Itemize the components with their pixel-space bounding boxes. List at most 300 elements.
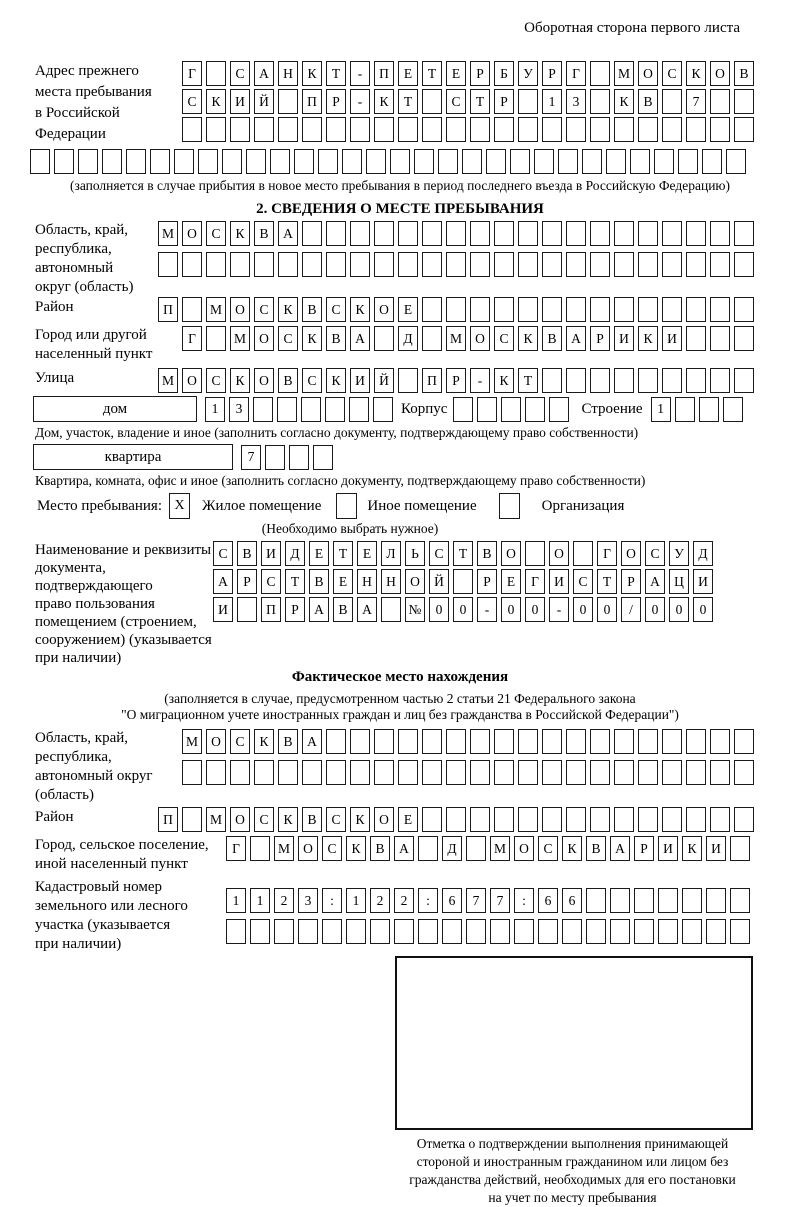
char-cell[interactable]: П (158, 807, 178, 832)
char-cell[interactable] (614, 297, 634, 322)
char-cell[interactable] (610, 888, 630, 913)
char-cell[interactable] (710, 297, 730, 322)
char-cell[interactable]: У (669, 541, 689, 566)
char-cell[interactable]: М (490, 836, 510, 861)
char-cell[interactable]: Д (398, 326, 418, 351)
char-cell[interactable]: А (610, 836, 630, 861)
char-cell[interactable] (374, 221, 394, 246)
char-cell[interactable]: И (350, 368, 370, 393)
char-cell[interactable]: К (326, 368, 346, 393)
char-cell[interactable] (182, 760, 202, 785)
char-cell[interactable] (658, 919, 678, 944)
char-cell[interactable]: К (278, 807, 298, 832)
char-cell[interactable]: К (614, 89, 634, 114)
char-cell[interactable] (237, 597, 257, 622)
char-cell[interactable] (302, 221, 322, 246)
char-cell[interactable] (542, 760, 562, 785)
char-cell[interactable] (302, 117, 322, 142)
char-cell[interactable] (158, 252, 178, 277)
char-cell[interactable] (634, 888, 654, 913)
char-cell[interactable] (278, 252, 298, 277)
char-cell[interactable] (734, 760, 754, 785)
char-cell[interactable]: С (429, 541, 449, 566)
char-cell[interactable]: 1 (226, 888, 246, 913)
char-cell[interactable] (394, 919, 414, 944)
char-cell[interactable]: 0 (693, 597, 713, 622)
char-cell[interactable] (525, 397, 545, 422)
char-cell[interactable] (586, 919, 606, 944)
char-cell[interactable] (342, 149, 362, 174)
char-cell[interactable] (686, 807, 706, 832)
char-cell[interactable]: Р (477, 569, 497, 594)
char-cell[interactable] (525, 541, 545, 566)
char-cell[interactable] (422, 297, 442, 322)
char-cell[interactable]: 1 (542, 89, 562, 114)
char-cell[interactable] (494, 807, 514, 832)
char-cell[interactable] (710, 326, 730, 351)
char-cell[interactable]: О (638, 61, 658, 86)
char-cell[interactable]: Е (398, 61, 418, 86)
char-cell[interactable]: С (322, 836, 342, 861)
char-cell[interactable]: В (638, 89, 658, 114)
char-cell[interactable] (566, 729, 586, 754)
organization-checkbox[interactable] (499, 493, 520, 519)
char-cell[interactable]: Р (634, 836, 654, 861)
char-cell[interactable] (326, 760, 346, 785)
char-cell[interactable]: Ц (669, 569, 689, 594)
char-cell[interactable]: К (206, 89, 226, 114)
char-cell[interactable] (686, 297, 706, 322)
char-cell[interactable] (675, 397, 695, 422)
char-cell[interactable] (278, 89, 298, 114)
char-cell[interactable] (302, 760, 322, 785)
char-cell[interactable]: К (254, 729, 274, 754)
char-cell[interactable] (654, 149, 674, 174)
char-cell[interactable]: П (261, 597, 281, 622)
char-cell[interactable] (381, 597, 401, 622)
char-cell[interactable] (470, 729, 490, 754)
char-cell[interactable] (710, 252, 730, 277)
char-cell[interactable]: О (374, 297, 394, 322)
char-cell[interactable]: Р (470, 61, 490, 86)
char-cell[interactable]: 7 (490, 888, 510, 913)
char-cell[interactable] (326, 252, 346, 277)
char-cell[interactable] (222, 149, 242, 174)
char-cell[interactable]: С (538, 836, 558, 861)
char-cell[interactable]: И (706, 836, 726, 861)
char-cell[interactable] (686, 368, 706, 393)
char-cell[interactable] (206, 117, 226, 142)
char-cell[interactable] (558, 149, 578, 174)
char-cell[interactable]: К (374, 89, 394, 114)
char-cell[interactable]: А (350, 326, 370, 351)
char-cell[interactable]: В (278, 368, 298, 393)
char-cell[interactable] (418, 836, 438, 861)
char-cell[interactable] (734, 221, 754, 246)
char-cell[interactable]: С (254, 807, 274, 832)
char-cell[interactable]: М (158, 221, 178, 246)
char-cell[interactable]: Т (285, 569, 305, 594)
char-cell[interactable] (326, 729, 346, 754)
char-cell[interactable] (662, 117, 682, 142)
char-cell[interactable] (206, 760, 226, 785)
char-cell[interactable] (466, 919, 486, 944)
char-cell[interactable]: Р (590, 326, 610, 351)
char-cell[interactable]: О (549, 541, 569, 566)
char-cell[interactable] (710, 89, 730, 114)
char-cell[interactable]: 7 (466, 888, 486, 913)
char-cell[interactable]: Н (357, 569, 377, 594)
char-cell[interactable]: Р (326, 89, 346, 114)
char-cell[interactable]: С (213, 541, 233, 566)
char-cell[interactable]: С (230, 729, 250, 754)
char-cell[interactable] (226, 919, 246, 944)
char-cell[interactable] (350, 252, 370, 277)
char-cell[interactable]: О (374, 807, 394, 832)
char-cell[interactable]: У (518, 61, 538, 86)
char-cell[interactable] (542, 368, 562, 393)
char-cell[interactable]: К (682, 836, 702, 861)
char-cell[interactable] (446, 760, 466, 785)
char-cell[interactable]: В (309, 569, 329, 594)
char-cell[interactable] (486, 149, 506, 174)
residential-checkbox[interactable]: X (169, 493, 190, 519)
char-cell[interactable] (254, 760, 274, 785)
char-cell[interactable]: О (182, 221, 202, 246)
char-cell[interactable] (230, 117, 250, 142)
char-cell[interactable]: 3 (566, 89, 586, 114)
char-cell[interactable] (298, 919, 318, 944)
char-cell[interactable]: А (213, 569, 233, 594)
char-cell[interactable]: О (405, 569, 425, 594)
char-cell[interactable] (206, 252, 226, 277)
char-cell[interactable]: В (302, 807, 322, 832)
char-cell[interactable]: Н (381, 569, 401, 594)
char-cell[interactable] (277, 397, 297, 422)
char-cell[interactable] (182, 807, 202, 832)
char-cell[interactable] (590, 297, 610, 322)
char-cell[interactable]: Г (226, 836, 246, 861)
char-cell[interactable] (366, 149, 386, 174)
char-cell[interactable] (470, 117, 490, 142)
char-cell[interactable]: 2 (370, 888, 390, 913)
char-cell[interactable] (518, 760, 538, 785)
char-cell[interactable] (398, 729, 418, 754)
char-cell[interactable] (250, 836, 270, 861)
char-cell[interactable]: О (230, 807, 250, 832)
char-cell[interactable] (294, 149, 314, 174)
char-cell[interactable]: Й (374, 368, 394, 393)
char-cell[interactable] (206, 61, 226, 86)
char-cell[interactable]: Й (429, 569, 449, 594)
char-cell[interactable] (682, 888, 702, 913)
char-cell[interactable] (518, 297, 538, 322)
char-cell[interactable] (462, 149, 482, 174)
char-cell[interactable]: : (322, 888, 342, 913)
char-cell[interactable] (490, 919, 510, 944)
char-cell[interactable]: Р (285, 597, 305, 622)
char-cell[interactable] (350, 221, 370, 246)
char-cell[interactable]: К (302, 61, 322, 86)
char-cell[interactable] (182, 117, 202, 142)
char-cell[interactable]: К (230, 221, 250, 246)
char-cell[interactable]: С (662, 61, 682, 86)
char-cell[interactable]: О (230, 297, 250, 322)
char-cell[interactable] (686, 326, 706, 351)
char-cell[interactable]: Т (333, 541, 353, 566)
char-cell[interactable]: - (477, 597, 497, 622)
char-cell[interactable] (470, 221, 490, 246)
char-cell[interactable]: М (446, 326, 466, 351)
char-cell[interactable] (230, 760, 250, 785)
char-cell[interactable] (422, 760, 442, 785)
char-cell[interactable] (414, 149, 434, 174)
char-cell[interactable] (254, 252, 274, 277)
char-cell[interactable]: О (514, 836, 534, 861)
char-cell[interactable]: 7 (241, 445, 261, 470)
char-cell[interactable] (446, 221, 466, 246)
char-cell[interactable] (638, 368, 658, 393)
char-cell[interactable] (326, 117, 346, 142)
char-cell[interactable] (302, 252, 322, 277)
char-cell[interactable]: О (182, 368, 202, 393)
char-cell[interactable] (206, 326, 226, 351)
char-cell[interactable] (253, 397, 273, 422)
char-cell[interactable] (322, 919, 342, 944)
char-cell[interactable] (590, 221, 610, 246)
char-cell[interactable] (518, 252, 538, 277)
char-cell[interactable]: Д (285, 541, 305, 566)
char-cell[interactable] (734, 326, 754, 351)
char-cell[interactable] (438, 149, 458, 174)
char-cell[interactable] (726, 149, 746, 174)
char-cell[interactable]: - (549, 597, 569, 622)
char-cell[interactable]: Т (470, 89, 490, 114)
char-cell[interactable] (422, 729, 442, 754)
char-cell[interactable] (638, 221, 658, 246)
char-cell[interactable] (590, 61, 610, 86)
char-cell[interactable]: Т (597, 569, 617, 594)
char-cell[interactable]: К (562, 836, 582, 861)
char-cell[interactable] (566, 807, 586, 832)
char-cell[interactable]: Г (182, 326, 202, 351)
char-cell[interactable]: С (494, 326, 514, 351)
char-cell[interactable]: Е (398, 297, 418, 322)
char-cell[interactable] (422, 89, 442, 114)
char-cell[interactable] (662, 221, 682, 246)
char-cell[interactable] (686, 729, 706, 754)
char-cell[interactable] (734, 729, 754, 754)
char-cell[interactable] (542, 297, 562, 322)
char-cell[interactable]: - (470, 368, 490, 393)
char-cell[interactable] (494, 252, 514, 277)
char-cell[interactable]: В (542, 326, 562, 351)
char-cell[interactable] (265, 445, 285, 470)
char-cell[interactable]: В (278, 729, 298, 754)
char-cell[interactable]: И (213, 597, 233, 622)
char-cell[interactable]: Д (442, 836, 462, 861)
char-cell[interactable]: А (357, 597, 377, 622)
char-cell[interactable]: Б (494, 61, 514, 86)
char-cell[interactable] (390, 149, 410, 174)
char-cell[interactable] (614, 117, 634, 142)
char-cell[interactable]: И (549, 569, 569, 594)
char-cell[interactable]: 1 (205, 397, 225, 422)
char-cell[interactable] (254, 117, 274, 142)
char-cell[interactable] (350, 117, 370, 142)
char-cell[interactable] (542, 729, 562, 754)
char-cell[interactable] (182, 252, 202, 277)
char-cell[interactable] (274, 919, 294, 944)
char-cell[interactable] (662, 807, 682, 832)
char-cell[interactable] (710, 729, 730, 754)
char-cell[interactable] (313, 445, 333, 470)
char-cell[interactable]: О (621, 541, 641, 566)
char-cell[interactable] (562, 919, 582, 944)
char-cell[interactable]: Т (326, 61, 346, 86)
char-cell[interactable]: С (254, 297, 274, 322)
char-cell[interactable] (566, 760, 586, 785)
char-cell[interactable] (518, 729, 538, 754)
char-cell[interactable] (614, 760, 634, 785)
char-cell[interactable] (446, 117, 466, 142)
char-cell[interactable] (590, 89, 610, 114)
char-cell[interactable]: 3 (229, 397, 249, 422)
char-cell[interactable] (582, 149, 602, 174)
char-cell[interactable] (678, 149, 698, 174)
char-cell[interactable] (686, 117, 706, 142)
char-cell[interactable] (470, 252, 490, 277)
char-cell[interactable] (614, 729, 634, 754)
char-cell[interactable] (614, 807, 634, 832)
char-cell[interactable]: И (614, 326, 634, 351)
char-cell[interactable] (453, 569, 473, 594)
char-cell[interactable] (289, 445, 309, 470)
char-cell[interactable]: В (333, 597, 353, 622)
char-cell[interactable]: 0 (501, 597, 521, 622)
char-cell[interactable]: Р (542, 61, 562, 86)
char-cell[interactable] (78, 149, 98, 174)
char-cell[interactable] (638, 252, 658, 277)
char-cell[interactable]: К (638, 326, 658, 351)
char-cell[interactable] (638, 729, 658, 754)
char-cell[interactable]: О (501, 541, 521, 566)
char-cell[interactable] (250, 919, 270, 944)
char-cell[interactable] (398, 117, 418, 142)
char-cell[interactable] (350, 729, 370, 754)
char-cell[interactable] (730, 888, 750, 913)
char-cell[interactable] (470, 760, 490, 785)
char-cell[interactable] (734, 89, 754, 114)
char-cell[interactable]: - (350, 61, 370, 86)
char-cell[interactable]: Т (518, 368, 538, 393)
char-cell[interactable] (518, 807, 538, 832)
char-cell[interactable]: И (662, 326, 682, 351)
char-cell[interactable] (542, 807, 562, 832)
char-cell[interactable]: К (494, 368, 514, 393)
char-cell[interactable] (723, 397, 743, 422)
char-cell[interactable]: С (206, 221, 226, 246)
char-cell[interactable] (566, 297, 586, 322)
char-cell[interactable]: 0 (525, 597, 545, 622)
char-cell[interactable]: М (206, 807, 226, 832)
char-cell[interactable] (590, 729, 610, 754)
char-cell[interactable]: Е (446, 61, 466, 86)
char-cell[interactable]: 1 (250, 888, 270, 913)
char-cell[interactable] (662, 760, 682, 785)
char-cell[interactable] (150, 149, 170, 174)
char-cell[interactable]: Г (525, 569, 545, 594)
char-cell[interactable] (346, 919, 366, 944)
char-cell[interactable]: И (693, 569, 713, 594)
char-cell[interactable] (418, 919, 438, 944)
char-cell[interactable]: С (446, 89, 466, 114)
char-cell[interactable] (590, 368, 610, 393)
char-cell[interactable] (126, 149, 146, 174)
char-cell[interactable] (470, 807, 490, 832)
char-cell[interactable]: Е (309, 541, 329, 566)
char-cell[interactable]: К (346, 836, 366, 861)
char-cell[interactable] (446, 729, 466, 754)
char-cell[interactable] (422, 252, 442, 277)
char-cell[interactable] (54, 149, 74, 174)
char-cell[interactable] (686, 760, 706, 785)
char-cell[interactable] (198, 149, 218, 174)
char-cell[interactable] (422, 117, 442, 142)
char-cell[interactable]: К (302, 326, 322, 351)
char-cell[interactable] (374, 760, 394, 785)
char-cell[interactable]: В (326, 326, 346, 351)
char-cell[interactable]: К (230, 368, 250, 393)
char-cell[interactable] (638, 807, 658, 832)
char-cell[interactable] (662, 729, 682, 754)
char-cell[interactable] (494, 297, 514, 322)
char-cell[interactable]: И (230, 89, 250, 114)
char-cell[interactable] (374, 117, 394, 142)
char-cell[interactable] (630, 149, 650, 174)
char-cell[interactable] (590, 252, 610, 277)
char-cell[interactable] (662, 297, 682, 322)
char-cell[interactable] (518, 117, 538, 142)
char-cell[interactable] (278, 760, 298, 785)
char-cell[interactable] (614, 221, 634, 246)
char-cell[interactable]: Т (398, 89, 418, 114)
char-cell[interactable] (230, 252, 250, 277)
char-cell[interactable]: П (374, 61, 394, 86)
char-cell[interactable]: С (645, 541, 665, 566)
char-cell[interactable]: О (470, 326, 490, 351)
char-cell[interactable]: В (477, 541, 497, 566)
char-cell[interactable]: А (278, 221, 298, 246)
char-cell[interactable] (686, 221, 706, 246)
char-cell[interactable] (634, 919, 654, 944)
char-cell[interactable] (730, 836, 750, 861)
char-cell[interactable]: Е (501, 569, 521, 594)
char-cell[interactable] (350, 760, 370, 785)
char-cell[interactable]: О (298, 836, 318, 861)
char-cell[interactable]: О (710, 61, 730, 86)
char-cell[interactable] (706, 919, 726, 944)
char-cell[interactable] (734, 297, 754, 322)
char-cell[interactable] (518, 221, 538, 246)
char-cell[interactable]: 0 (429, 597, 449, 622)
char-cell[interactable] (174, 149, 194, 174)
char-cell[interactable]: 0 (645, 597, 665, 622)
char-cell[interactable] (374, 252, 394, 277)
char-cell[interactable]: К (278, 297, 298, 322)
char-cell[interactable] (30, 149, 50, 174)
char-cell[interactable] (398, 252, 418, 277)
